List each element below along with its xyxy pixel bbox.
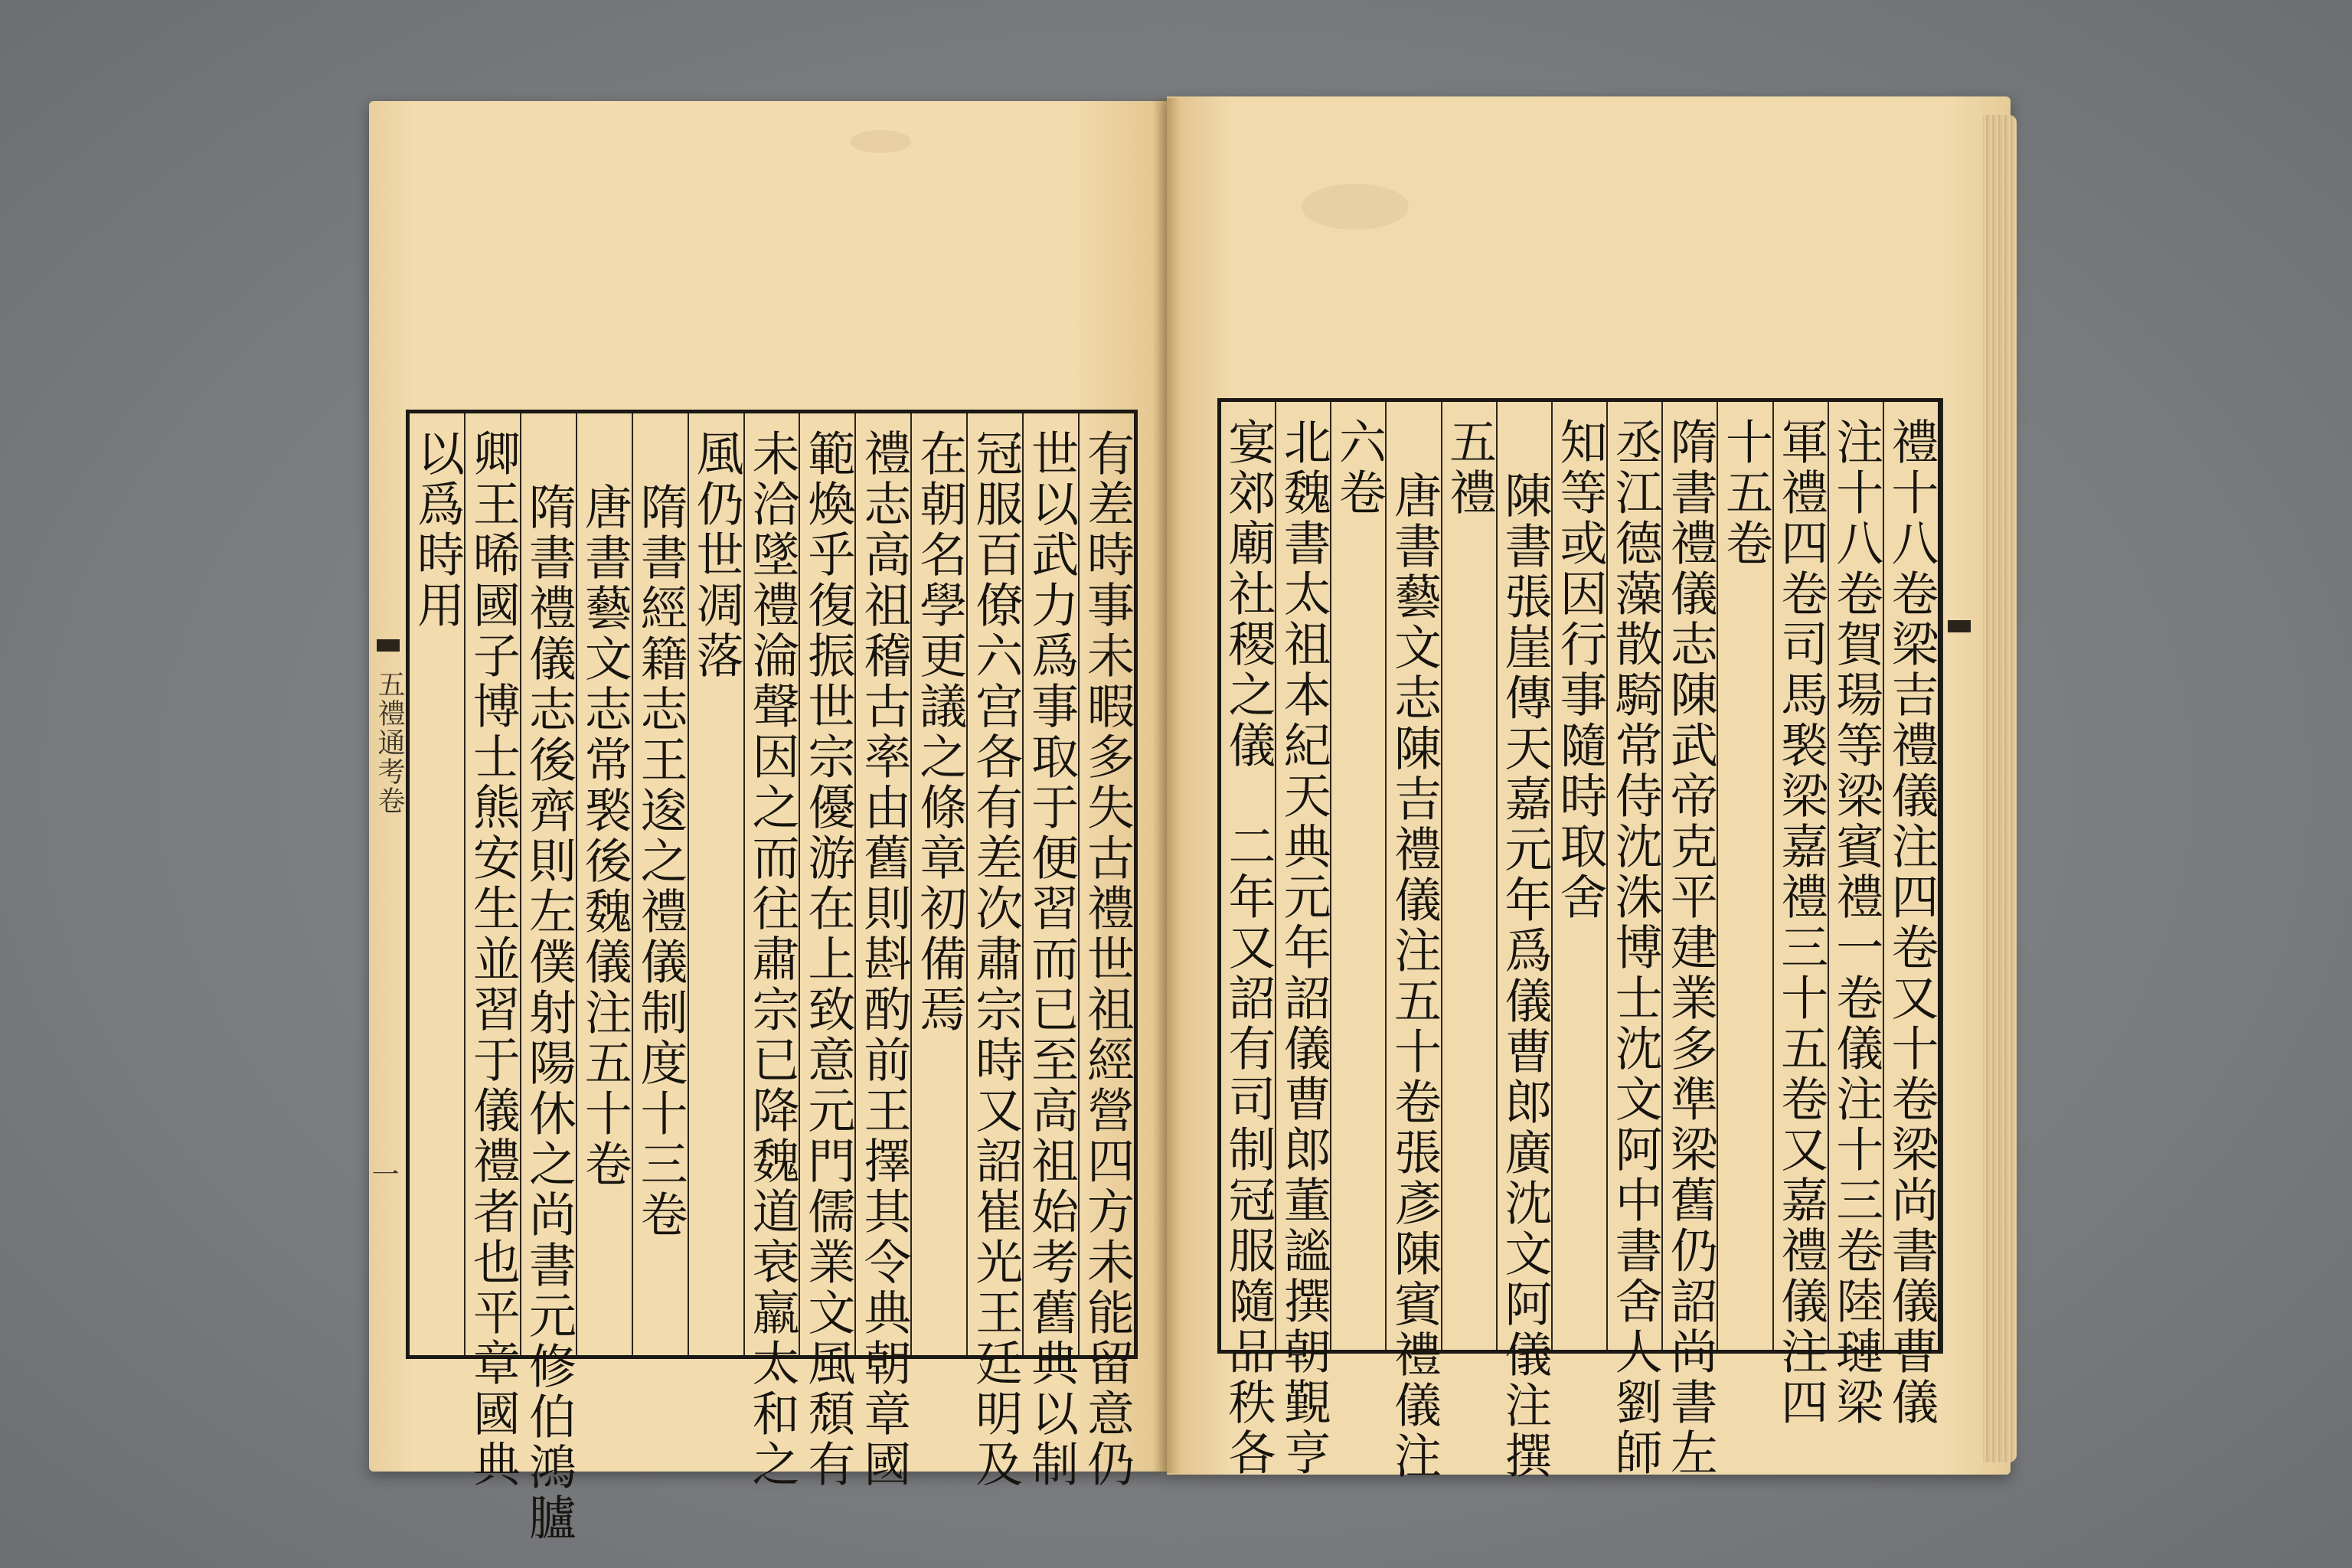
column-text: 唐書藝文志陳吉禮儀注五十卷張彥陳賓禮儀注 (1386, 471, 1442, 1481)
right-page-column (1441, 402, 1496, 1350)
column-text: 未洽墜禮淪聲因之而往肅宗已降魏道衰羸太和之 (744, 429, 800, 1490)
left-page-column (910, 413, 966, 1355)
right-page-column (1828, 402, 1884, 1428)
column-text: 有差時事未暇多失古禮世祖經營四方未能留意仍 (1079, 429, 1135, 1490)
column-text: 北魏書太祖本紀天典元年詔儀曹郎董謐撰朝覲亨 (1276, 417, 1332, 1478)
column-text: 禮志高祖稽古率由舊則斟酌前王擇其令典朝章國 (855, 429, 912, 1490)
paper-stain (850, 130, 911, 153)
left-page-column (410, 413, 464, 1355)
right-page-column (1883, 402, 1939, 1428)
banxin-page-number: 一 (368, 1160, 399, 1187)
left-columns (409, 413, 1135, 1544)
column-text: 隋書經籍志王逡之禮儀制度十三卷 (632, 482, 689, 1240)
column-text: 陳書張崖傳天嘉元年爲儀曹郎廣沈文阿儀注撰 (1496, 471, 1553, 1481)
right-page-column (1220, 402, 1277, 1478)
left-page-column (854, 413, 912, 1490)
page-edges (1983, 115, 2017, 1462)
column-text: 卿王晞國子博士熊安生並習于儀禮者也平章國典 (465, 429, 521, 1490)
right-page-column (1717, 402, 1772, 1350)
column-text: 範煥乎復振世宗優游在上致意元門儒業文風頹有 (799, 429, 856, 1490)
fishtail-mark (1948, 620, 1971, 632)
column-text: 六卷 (1331, 417, 1387, 518)
left-page-column (576, 413, 632, 1355)
column-text: 世以武力爲事取于便習而已至高祖始考舊典以制 (1023, 429, 1080, 1490)
right-text-frame (1217, 398, 1942, 1481)
column-text: 禮十八卷梁吉禮儀注四卷又十卷梁尚書儀曹儀 (1883, 417, 1939, 1428)
left-text-frame (406, 410, 1138, 1544)
column-text: 在朝名學更議之條章初備焉 (911, 429, 968, 1035)
right-columns (1220, 402, 1939, 1481)
book-gutter (1153, 98, 1181, 1473)
column-text: 知等或因行事隨時取舍 (1551, 417, 1608, 923)
fishtail-mark (377, 639, 400, 652)
right-page-column (1275, 402, 1332, 1478)
column-text: 以爲時用 (409, 429, 466, 631)
left-page-column (1078, 413, 1135, 1490)
banxin-title: 五禮通考卷 (374, 670, 405, 815)
left-page-column (966, 413, 1024, 1490)
paper-stain (1302, 184, 1409, 230)
column-text: 十五卷 (1717, 417, 1774, 569)
column-text: 注十八卷賀瑒等梁賓禮一卷儀注十三卷陸璉梁 (1828, 417, 1884, 1428)
left-page-column (799, 413, 856, 1490)
left-page-column (743, 413, 800, 1490)
column-text: 軍禮四卷司馬褧梁嘉禮三十五卷又嘉禮儀注四 (1772, 417, 1829, 1428)
right-page-column (1551, 402, 1606, 1350)
column-text: 宴郊廟社稷之儀 二年又詔有司制冠服隨品秩各 (1220, 417, 1277, 1478)
right-page-column (1496, 402, 1553, 1481)
column-text: 丞江德藻散騎常侍沈洙博士沈文阿中書舍人劉師 (1607, 417, 1664, 1478)
column-text: 隋書禮儀志陳武帝克平建業多準梁舊仍詔尚書左 (1662, 417, 1719, 1478)
left-page-column (464, 413, 521, 1490)
column-text: 隋書禮儀志後齊則左僕射陽休之尚書元修伯鴻臚 (521, 482, 577, 1544)
right-page-column (1606, 402, 1664, 1478)
right-page-column (1661, 402, 1719, 1478)
left-page-column (632, 413, 688, 1355)
left-page-column (520, 413, 577, 1544)
column-text: 冠服百僚六宫各有差次肅宗時又詔崔光王廷明及 (967, 429, 1024, 1490)
column-text: 五禮 (1441, 417, 1498, 518)
left-banxin (368, 410, 407, 1359)
column-text: 唐書藝文志常褧後魏儀注五十卷 (577, 482, 633, 1190)
right-page-column (1772, 402, 1829, 1428)
column-text: 風仍世凋落 (688, 429, 745, 681)
right-page-column (1385, 402, 1442, 1481)
left-page-column (1022, 413, 1080, 1490)
right-banxin (1942, 398, 1978, 1354)
left-page-column (688, 413, 743, 1355)
right-page-column (1330, 402, 1385, 1350)
